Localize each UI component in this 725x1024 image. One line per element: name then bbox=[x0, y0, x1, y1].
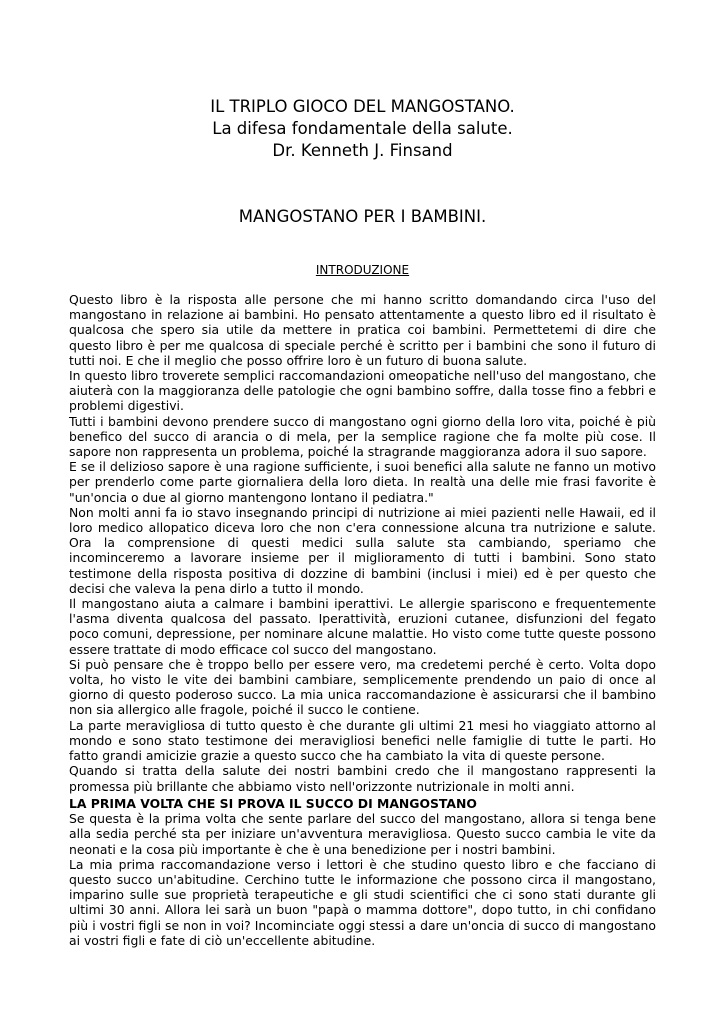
intro-heading-text: INTRODUZIONE bbox=[315, 263, 410, 277]
paragraph: Tutti i bambini devono prendere succo di mangostano ogni giorno della loro vita, poiché è più benefico del succo di arancia o di mela, per la semplice ragione che fa molte più cose. Il sapore non rappresenta un problema, poiché la stragrande maggioranza adora il suo sapore. bbox=[69, 413, 656, 460]
paragraph: In questo libro troverete semplici raccomandazioni omeopatiche nell'uso del mangostano, che aiuterà con la maggioranza delle patologie che ogni bambino soffre, dalla tosse fino a febbri e problemi digestivi. bbox=[69, 368, 656, 414]
paragraph: Questo libro è la risposta alle persone che mi hanno scritto domandando circa l'uso del mangostano in relazione ai bambini. Ho pensato attentamente a questo libro ed il risultato è qualcosa che spero sia utile da mettere in pratica coi bambini. Permettetemi di dire che questo libro è per me qualcosa di speciale perché è scritto per i bambini che sono il futuro di tutti noi. E che il meglio che posso offrire loro è un futuro di buona salute. bbox=[69, 292, 656, 368]
intro-section bbox=[69, 292, 656, 794]
first-time-section bbox=[69, 796, 656, 948]
paragraph: Se questa è la prima volta che sente parlare del succo del mangostano, allora si tenga bene alla sedia perché sta per iniziare un'avventura meravigliosa. Questo succo cambia le vite da neonati e la cosa più importante è che è una benedizione per i nostri bambini. bbox=[69, 811, 656, 857]
section-heading: LA PRIMA VOLTA CHE SI PROVA IL SUCCO DI MANGOSTANO bbox=[69, 796, 477, 811]
intro-heading bbox=[0, 263, 725, 278]
paragraph: Quando si tratta della salute dei nostri bambini credo che il mangostano rappresenti la promessa più brillante che abbiamo visto nell'orizzonte nutrizionale in molti anni. bbox=[69, 763, 656, 794]
document-tagline: La difesa fondamentale della salute. bbox=[212, 119, 513, 138]
paragraph: Il mangostano aiuta a calmare i bambini iperattivi. Le allergie spariscono e frequentemente l'asma diventa qualcosa del passato. Iperattività, eruzioni cutanee, disfunzioni del fegato poco comuni, depressione, per nominare alcune malattie. Ho visto come tutte queste possono essere trattate di modo efficace col succo del mangostano. bbox=[69, 596, 656, 657]
paragraph: La parte meravigliosa di tutto questo è che durante gli ultimi 21 mesi ho viaggiato attorno al mondo e sono stato testimone dei meravigliosi benefici nelle famiglie di tutte le parti. Ho fatto grandi amicizie grazie a questo succo che ha cambiato la vita di queste persone. bbox=[69, 717, 656, 764]
paragraph: E se il delizioso sapore è una ragione sufficiente, i suoi benefici alla salute ne fanno un motivo per prenderlo come parte giornaliera della loro dieta. In realtà una delle mie frasi favorite è "un'oncia o due al giorno mantengono lontano il pediatra." bbox=[69, 459, 656, 505]
document-subtitle: MANGOSTANO PER I BAMBINI. bbox=[238, 207, 487, 226]
document-title-block bbox=[0, 96, 725, 162]
paragraph: La mia prima raccomandazione verso i lettori è che studino questo libro e che facciano di questo succo un'abitudine. Cerchino tutte le informazione che possono circa il mangostano, imparino sulle sue proprietà terapeutiche e gli studi scientifici che ci sono stati durante gli ultimi 30 anni. Allora lei sarà un buon "papà o mamma dottore", dopo tutto, in chi confidano più i vostri figli se non in voi? Incominciate oggi stessi a dare un'oncia di succo di mangostano ai vostri figli e fate di ciò un'eccellente abitudine. bbox=[69, 856, 656, 948]
paragraph: Si può pensare che è troppo bello per essere vero, ma credetemi perché è certo. Volta dopo volta, ho visto le vite dei bambini cambiare, semplicemente prendendo un paio di once al giorno di questo poderoso succo. La mia unica raccomandazione è assicurarsi che il bambino non sia allergico alle fragole, poiché il succo le contiene. bbox=[69, 656, 656, 718]
document-title: IL TRIPLO GIOCO DEL MANGOSTANO. bbox=[210, 97, 515, 116]
document-author: Dr. Kenneth J. Finsand bbox=[272, 141, 453, 160]
paragraph: Non molti anni fa io stavo insegnando principi di nutrizione ai miei pazienti nelle Hawaii, ed il loro medico allopatico diceva loro che non c'era connessione alcuna tra nutrizione e salute. Ora la comprensione di questi medici sulla salute sta cambiando, speriamo che incominceremo a lavorare insieme per il miglioramento di tutti i bambini. Sono stato testimone della risposta positiva di dozzine di bambini (inclusi i miei) ed è per questo che decisi che valeva la pena dirlo a tutto il mondo. bbox=[69, 504, 656, 596]
